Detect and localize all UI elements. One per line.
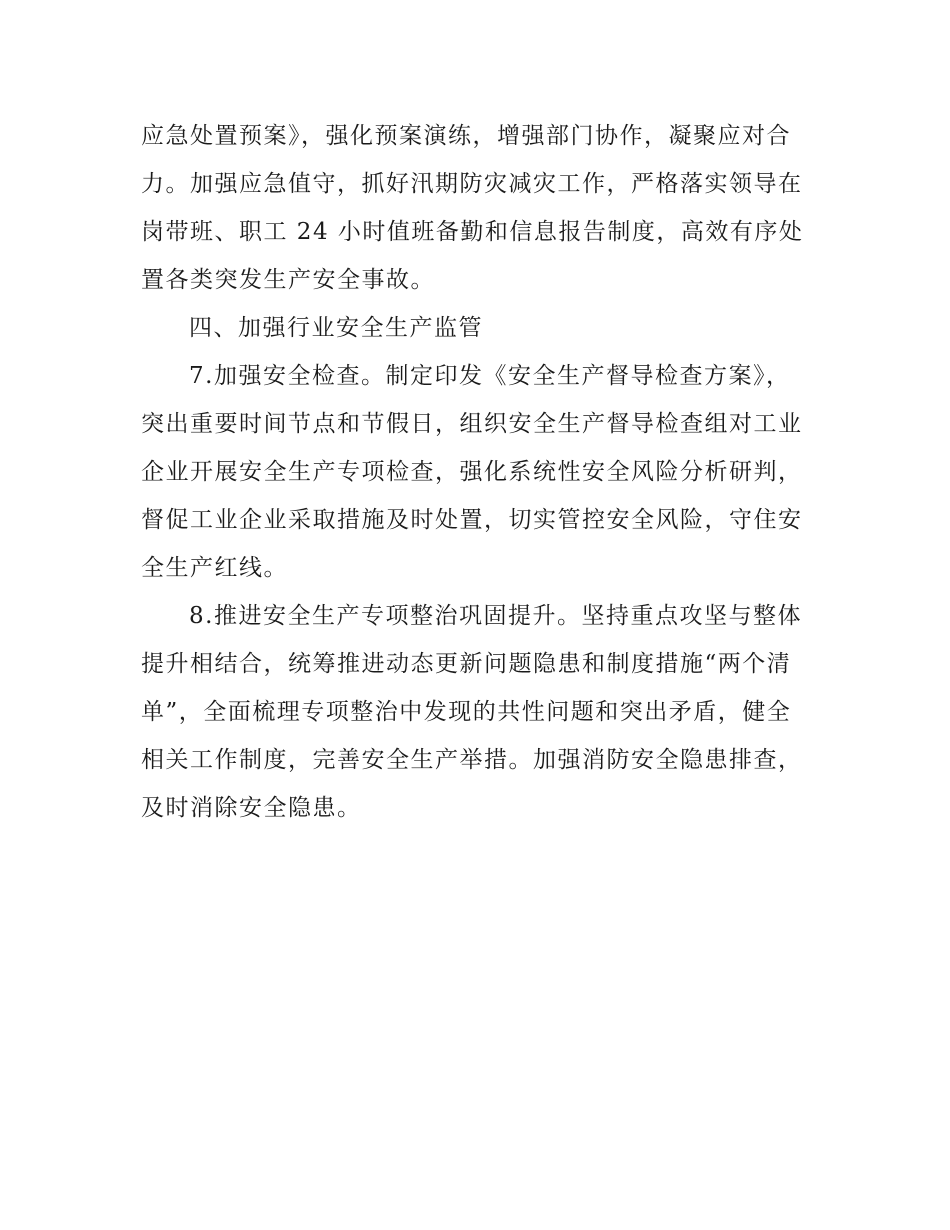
text-line: 企业开展安全生产专项检查，强化系统性安全风险分析研判，	[141, 459, 803, 485]
text-line: 督促工业企业采取措施及时处置，切实管控安全风险，守住安	[141, 507, 803, 533]
text-line: 相关工作制度，完善安全生产举措。加强消防安全隐患排查，	[141, 747, 803, 773]
text-line: 岗带班、职工 24 小时值班备勤和信息报告制度，高效有序处	[141, 219, 804, 245]
text-line: 力。加强应急值守，抓好汛期防灾减灾工作，严格落实领导在	[141, 171, 803, 197]
document-body	[141, 112, 811, 832]
section-heading-text: 四、加强行业安全生产监管	[189, 315, 483, 341]
text-line: 置各类突发生产安全事故。	[141, 267, 435, 293]
text-line: 7.加强安全检查。制定印发《安全生产督导检查方案》，	[189, 363, 791, 389]
text-line: 提升相结合，统筹推进动态更新问题隐患和制度措施“两个清	[141, 651, 792, 677]
paragraph-item-8	[141, 592, 811, 832]
text-line: 突出重要时间节点和节假日，组织安全生产督导检查组对工业	[141, 411, 803, 437]
text-line: 8.推进安全生产专项整治巩固提升。坚持重点攻坚与整体	[189, 603, 802, 629]
text-line: 及时消除安全隐患。	[141, 795, 362, 821]
paragraph-item-7	[141, 352, 811, 592]
text-line: 应急处置预案》，强化预案演练，增强部门协作，凝聚应对合	[141, 123, 791, 149]
text-line: 全生产红线。	[141, 555, 288, 581]
text-line: 单”，全面梳理专项整治中发现的共性问题和突出矛盾，健全	[141, 699, 792, 725]
paragraph-emergency-plan	[141, 112, 811, 304]
section-heading-four	[141, 304, 811, 352]
